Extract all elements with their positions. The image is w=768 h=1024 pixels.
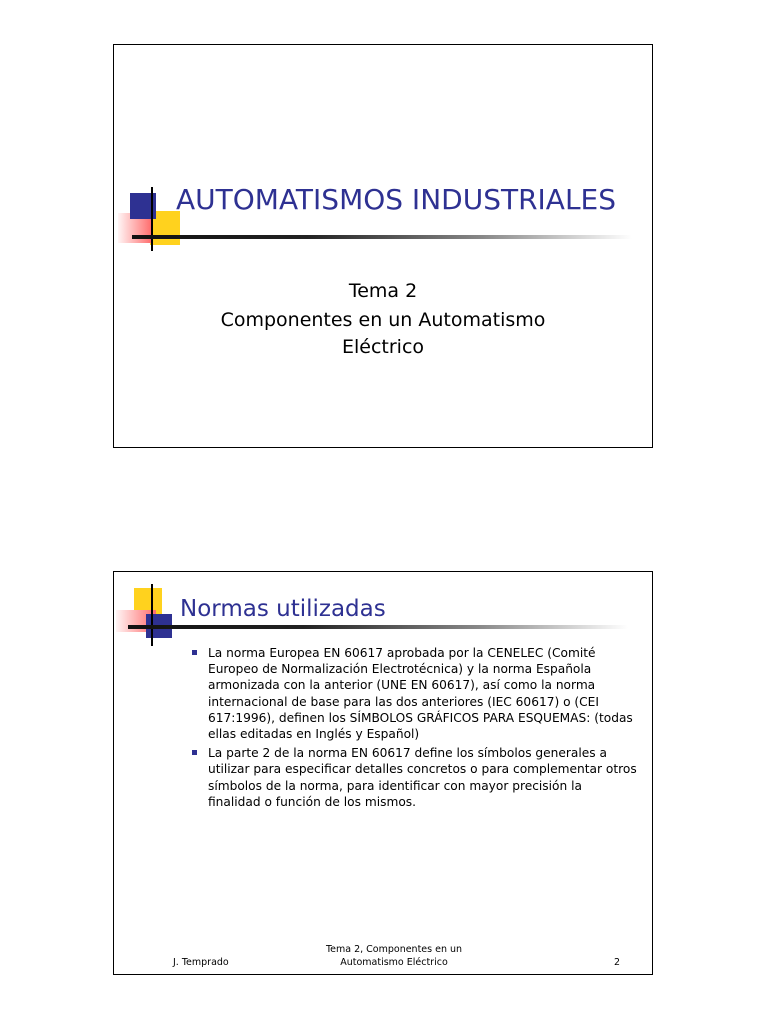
- deco-horizontal-rule: [128, 625, 628, 629]
- deco-vertical-line: [151, 584, 153, 646]
- page-number: 2: [613, 957, 620, 968]
- footer-author: J. Temprado: [173, 957, 229, 968]
- footer-topic: [304, 943, 484, 969]
- square-bullet-icon: [192, 650, 197, 655]
- list-item: [192, 745, 637, 810]
- subtitle-line-2: Componentes en un Automatismo: [220, 309, 546, 331]
- bullet-text: La norma Europea EN 60617 aprobada por la CENELEC (Comité Europeo de Normalización Electrotécnica) y la norma Española armonizada con la anterior (UNE EN 60617), así como la norma internacional de base para las dos anteriores (IEC 60617) o (CEI 617:1996), definen los SÍMBOLOS GRÁFICOS PARA ESQUEMAS: (todas ellas editadas en Inglés y Español): [208, 646, 633, 742]
- slide-normas: [113, 571, 653, 975]
- subtitle-line-3: Eléctrico: [341, 336, 425, 358]
- slide-title-heading: AUTOMATISMOS INDUSTRIALES: [176, 183, 617, 216]
- slide-heading: Normas utilizadas: [180, 596, 386, 622]
- list-item: [192, 645, 637, 742]
- footer-topic-line-1: Tema 2, Componentes en un: [325, 944, 463, 955]
- square-bullet-icon: [192, 750, 197, 755]
- bullet-text: La parte 2 de la norma EN 60617 define los símbolos generales a utilizar para especificar detalles concretos o para complementar otros símbolos de la norma, para identificar con mayor precisión la finalidad o función de los mismos.: [208, 746, 637, 809]
- bullet-list: [192, 645, 637, 813]
- deco-horizontal-rule: [132, 235, 632, 239]
- slide-title: [113, 44, 653, 448]
- subtitle-line-1: Tema 2: [348, 280, 418, 302]
- footer-topic-line-2: Automatismo Eléctrico: [340, 957, 448, 968]
- deco-vertical-line: [151, 187, 153, 251]
